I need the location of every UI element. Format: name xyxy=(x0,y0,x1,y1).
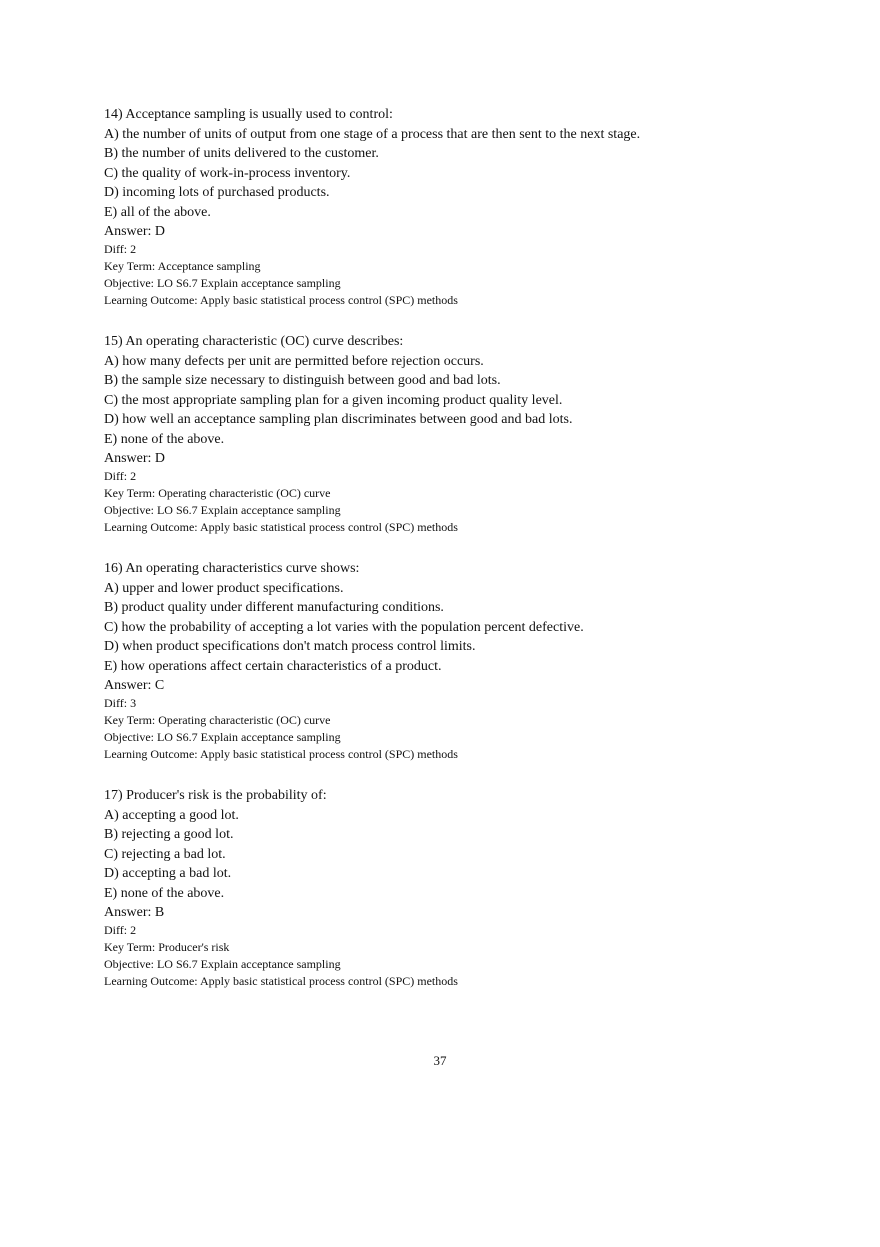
difficulty-line: Diff: 2 xyxy=(104,469,137,483)
option-a: A) how many defects per unit are permitted before rejection occurs. xyxy=(104,353,484,369)
learning-outcome-line: Learning Outcome: Apply basic statistical process control (SPC) methods xyxy=(104,293,458,307)
difficulty-line: Diff: 2 xyxy=(104,242,137,256)
option-d: D) how well an acceptance sampling plan discriminates between good and bad lots. xyxy=(104,412,573,427)
option-c: C) rejecting a bad lot. xyxy=(104,846,226,862)
option-c: C) the quality of work-in-process inventory. xyxy=(104,165,351,181)
learning-outcome-line: Learning Outcome: Apply basic statistical process control (SPC) methods xyxy=(104,974,458,988)
page-number: 37 xyxy=(433,1053,447,1068)
option-d: D) when product specifications don't match process control limits. xyxy=(104,639,476,654)
question-15 xyxy=(104,332,804,536)
answer-line: Answer: B xyxy=(104,905,165,920)
key-term-line: Key Term: Operating characteristic (OC) curve xyxy=(104,486,331,500)
question-14 xyxy=(104,105,804,309)
answer-line: Answer: C xyxy=(104,678,165,693)
option-d: D) incoming lots of purchased products. xyxy=(104,185,330,200)
answer-line: Answer: D xyxy=(104,451,166,466)
option-b: B) rejecting a good lot. xyxy=(104,827,234,842)
learning-outcome-line: Learning Outcome: Apply basic statistical process control (SPC) methods xyxy=(104,747,458,761)
objective-line: Objective: LO S6.7 Explain acceptance sampling xyxy=(104,957,341,971)
option-c: C) how the probability of accepting a lot varies with the population percent defective. xyxy=(104,619,584,635)
option-e: E) how operations affect certain characteristics of a product. xyxy=(104,658,442,674)
objective-line: Objective: LO S6.7 Explain acceptance sampling xyxy=(104,503,341,517)
question-17 xyxy=(104,786,804,990)
option-d: D) accepting a bad lot. xyxy=(104,866,232,881)
question-stem: 14) Acceptance sampling is usually used to control: xyxy=(104,107,393,122)
option-e: E) none of the above. xyxy=(104,885,225,901)
key-term-line: Key Term: Producer's risk xyxy=(104,940,230,954)
option-b: B) the sample size necessary to distinguish between good and bad lots. xyxy=(104,373,501,388)
answer-line: Answer: D xyxy=(104,224,166,239)
option-b: B) the number of units delivered to the customer. xyxy=(104,146,379,161)
option-e: E) all of the above. xyxy=(104,204,211,220)
question-stem: 17) Producer's risk is the probability of: xyxy=(104,788,327,803)
option-e: E) none of the above. xyxy=(104,431,225,447)
objective-line: Objective: LO S6.7 Explain acceptance sampling xyxy=(104,730,341,744)
objective-line: Objective: LO S6.7 Explain acceptance sampling xyxy=(104,276,341,290)
question-16 xyxy=(104,559,804,763)
difficulty-line: Diff: 2 xyxy=(104,923,137,937)
key-term-line: Key Term: Operating characteristic (OC) curve xyxy=(104,713,331,727)
option-c: C) the most appropriate sampling plan for a given incoming product quality level. xyxy=(104,392,563,408)
key-term-line: Key Term: Acceptance sampling xyxy=(104,259,261,273)
difficulty-line: Diff: 3 xyxy=(104,696,137,710)
learning-outcome-line: Learning Outcome: Apply basic statistical process control (SPC) methods xyxy=(104,520,458,534)
option-b: B) product quality under different manufacturing conditions. xyxy=(104,600,444,615)
option-a: A) upper and lower product specifications. xyxy=(104,580,344,596)
option-a: A) accepting a good lot. xyxy=(104,807,239,823)
option-a: A) the number of units of output from one stage of a process that are then sent to the next stage. xyxy=(104,126,641,142)
question-stem: 15) An operating characteristic (OC) curve describes: xyxy=(104,334,404,349)
question-list xyxy=(104,105,804,1013)
question-stem: 16) An operating characteristics curve shows: xyxy=(104,561,360,576)
